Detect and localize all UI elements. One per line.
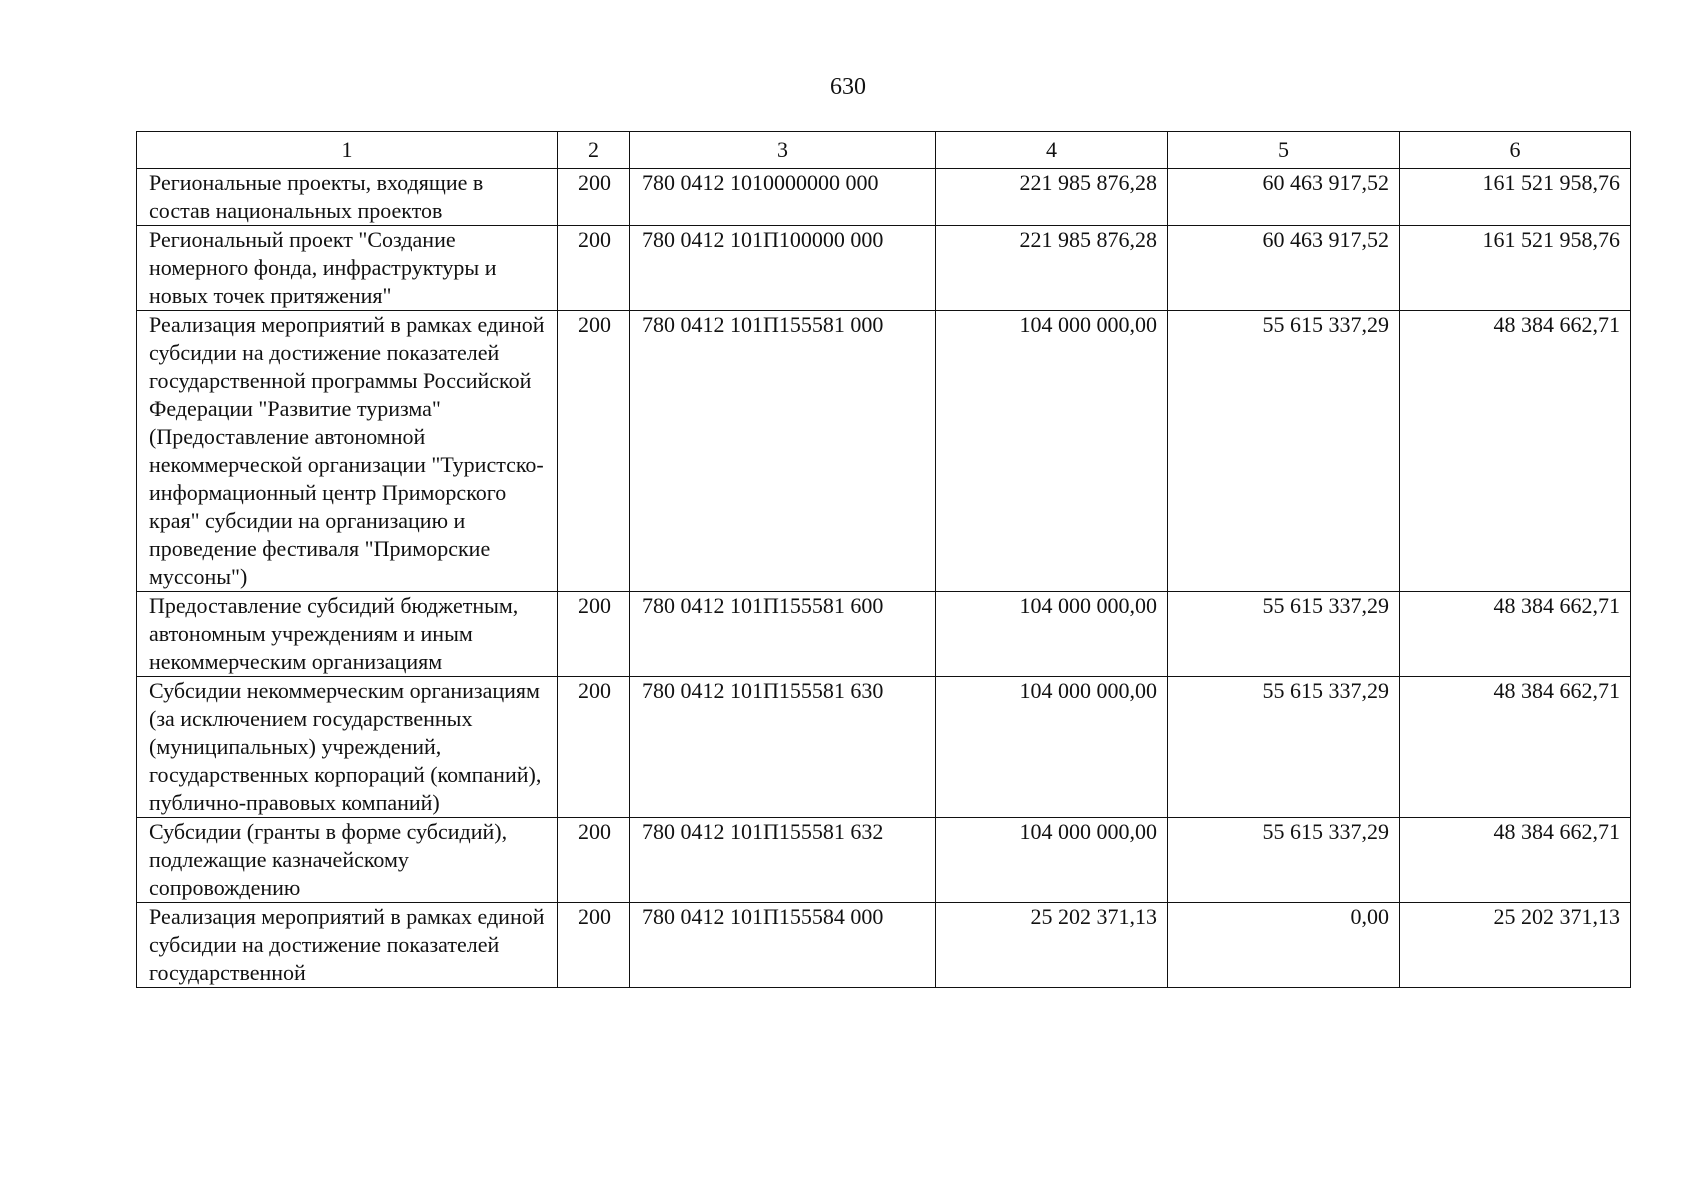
row-federal-amount: 55 615 337,29: [1168, 677, 1400, 818]
row-total-amount: 221 985 876,28: [936, 169, 1168, 226]
row-regional-amount: 48 384 662,71: [1400, 677, 1631, 818]
row-total-amount: 104 000 000,00: [936, 592, 1168, 677]
row-grbs: 200: [558, 818, 630, 903]
column-header-2: 2: [558, 132, 630, 169]
row-grbs: 200: [558, 677, 630, 818]
column-header-1: 1: [137, 132, 558, 169]
row-grbs: 200: [558, 169, 630, 226]
row-name: Региональные проекты, входящие в состав национальных проектов: [137, 169, 558, 226]
page-number: 630: [830, 74, 866, 100]
table-row: [137, 226, 1631, 311]
row-grbs: 200: [558, 903, 630, 988]
row-grbs: 200: [558, 226, 630, 311]
column-header-6: 6: [1400, 132, 1631, 169]
row-regional-amount: 161 521 958,76: [1400, 226, 1631, 311]
row-total-amount: 104 000 000,00: [936, 818, 1168, 903]
table-row: [137, 311, 1631, 592]
row-name: Субсидии некоммерческим организациям (за исключением государственных (муниципальных) учреждений, государственных корпораций (компаний), публично-правовых компаний): [137, 677, 558, 818]
row-budget-code: 780 0412 101П155581 630: [630, 677, 936, 818]
column-header-4: 4: [936, 132, 1168, 169]
table-row: [137, 592, 1631, 677]
column-header-5: 5: [1168, 132, 1400, 169]
row-grbs: 200: [558, 592, 630, 677]
row-federal-amount: 55 615 337,29: [1168, 592, 1400, 677]
row-name: Реализация мероприятий в рамках единой субсидии на достижение показателей государственной: [137, 903, 558, 988]
row-federal-amount: 60 463 917,52: [1168, 169, 1400, 226]
row-grbs: 200: [558, 311, 630, 592]
row-budget-code: 780 0412 101П155584 000: [630, 903, 936, 988]
row-federal-amount: 60 463 917,52: [1168, 226, 1400, 311]
row-name: Региональный проект "Создание номерного фонда, инфраструктуры и новых точек притяжения": [137, 226, 558, 311]
row-name: Предоставление субсидий бюджетным, автономным учреждениям и иным некоммерческим организациям: [137, 592, 558, 677]
table-row: [137, 169, 1631, 226]
row-budget-code: 780 0412 101П155581 000: [630, 311, 936, 592]
row-federal-amount: 55 615 337,29: [1168, 818, 1400, 903]
column-header-3: 3: [630, 132, 936, 169]
row-budget-code: 780 0412 101П100000 000: [630, 226, 936, 311]
row-regional-amount: 48 384 662,71: [1400, 311, 1631, 592]
row-name: Субсидии (гранты в форме субсидий), подлежащие казначейскому сопровождению: [137, 818, 558, 903]
row-budget-code: 780 0412 101П155581 632: [630, 818, 936, 903]
row-total-amount: 104 000 000,00: [936, 677, 1168, 818]
table-row: [137, 903, 1631, 988]
header-row: [137, 132, 1631, 169]
table-row: [137, 677, 1631, 818]
row-regional-amount: 48 384 662,71: [1400, 818, 1631, 903]
row-total-amount: 104 000 000,00: [936, 311, 1168, 592]
row-federal-amount: 55 615 337,29: [1168, 311, 1400, 592]
row-federal-amount: 0,00: [1168, 903, 1400, 988]
row-total-amount: 25 202 371,13: [936, 903, 1168, 988]
row-name: Реализация мероприятий в рамках единой субсидии на достижение показателей государственной программы Российской Федерации "Развитие туризма" (Предоставление автономной некоммерческой организации "Туристско-информационный центр Приморского края" субсидии на организацию и проведение фестиваля "Приморские муссоны"): [137, 311, 558, 592]
budget-table: [136, 131, 1631, 988]
row-total-amount: 221 985 876,28: [936, 226, 1168, 311]
table-row: [137, 818, 1631, 903]
row-budget-code: 780 0412 101П155581 600: [630, 592, 936, 677]
row-regional-amount: 48 384 662,71: [1400, 592, 1631, 677]
row-budget-code: 780 0412 1010000000 000: [630, 169, 936, 226]
row-regional-amount: 25 202 371,13: [1400, 903, 1631, 988]
row-regional-amount: 161 521 958,76: [1400, 169, 1631, 226]
